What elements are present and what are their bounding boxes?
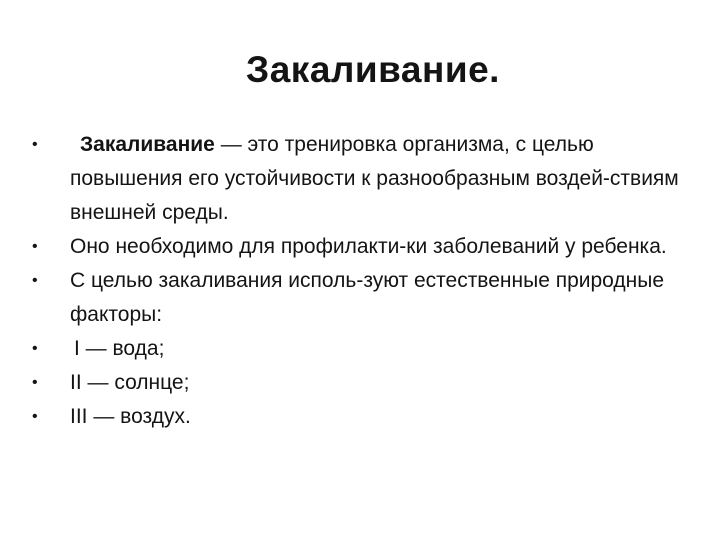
bullet-item-sun [32, 366, 692, 400]
bullet-item-air [32, 400, 692, 434]
bullet-text: — это тренировка организма, с целью повышения его устойчивости к разнообразным воздей-ствиям внешней среды. [70, 133, 679, 224]
bullet-text: III — воздух. [70, 405, 191, 428]
slide-title: Закаливание. [246, 49, 500, 90]
bullet-text: II — солнце; [70, 371, 190, 394]
bullet-text: I — вода; [74, 337, 165, 360]
bullet-dot-icon: • [32, 408, 38, 425]
bullet-dot-icon: • [32, 136, 38, 153]
bullet-dot-icon: • [32, 272, 38, 289]
bullet-text: С целью закаливания исполь-зуют естественные природные факторы: [70, 269, 665, 326]
bullet-dot-icon: • [32, 238, 38, 255]
bullet-item-definition [32, 128, 692, 230]
bullet-term [70, 133, 679, 224]
bullet-text: Оно необходимо для профилакти-ки заболеваний у ребенка. [70, 235, 667, 258]
bullet-item-water [32, 332, 692, 366]
bullet-list [32, 128, 692, 434]
term-zakalivanie: Закаливание [80, 133, 215, 156]
bullet-dot-icon: • [32, 340, 38, 357]
bullet-item-factors [32, 264, 692, 332]
bullet-item-necessity [32, 230, 692, 264]
bullet-dot-icon: • [32, 374, 38, 391]
